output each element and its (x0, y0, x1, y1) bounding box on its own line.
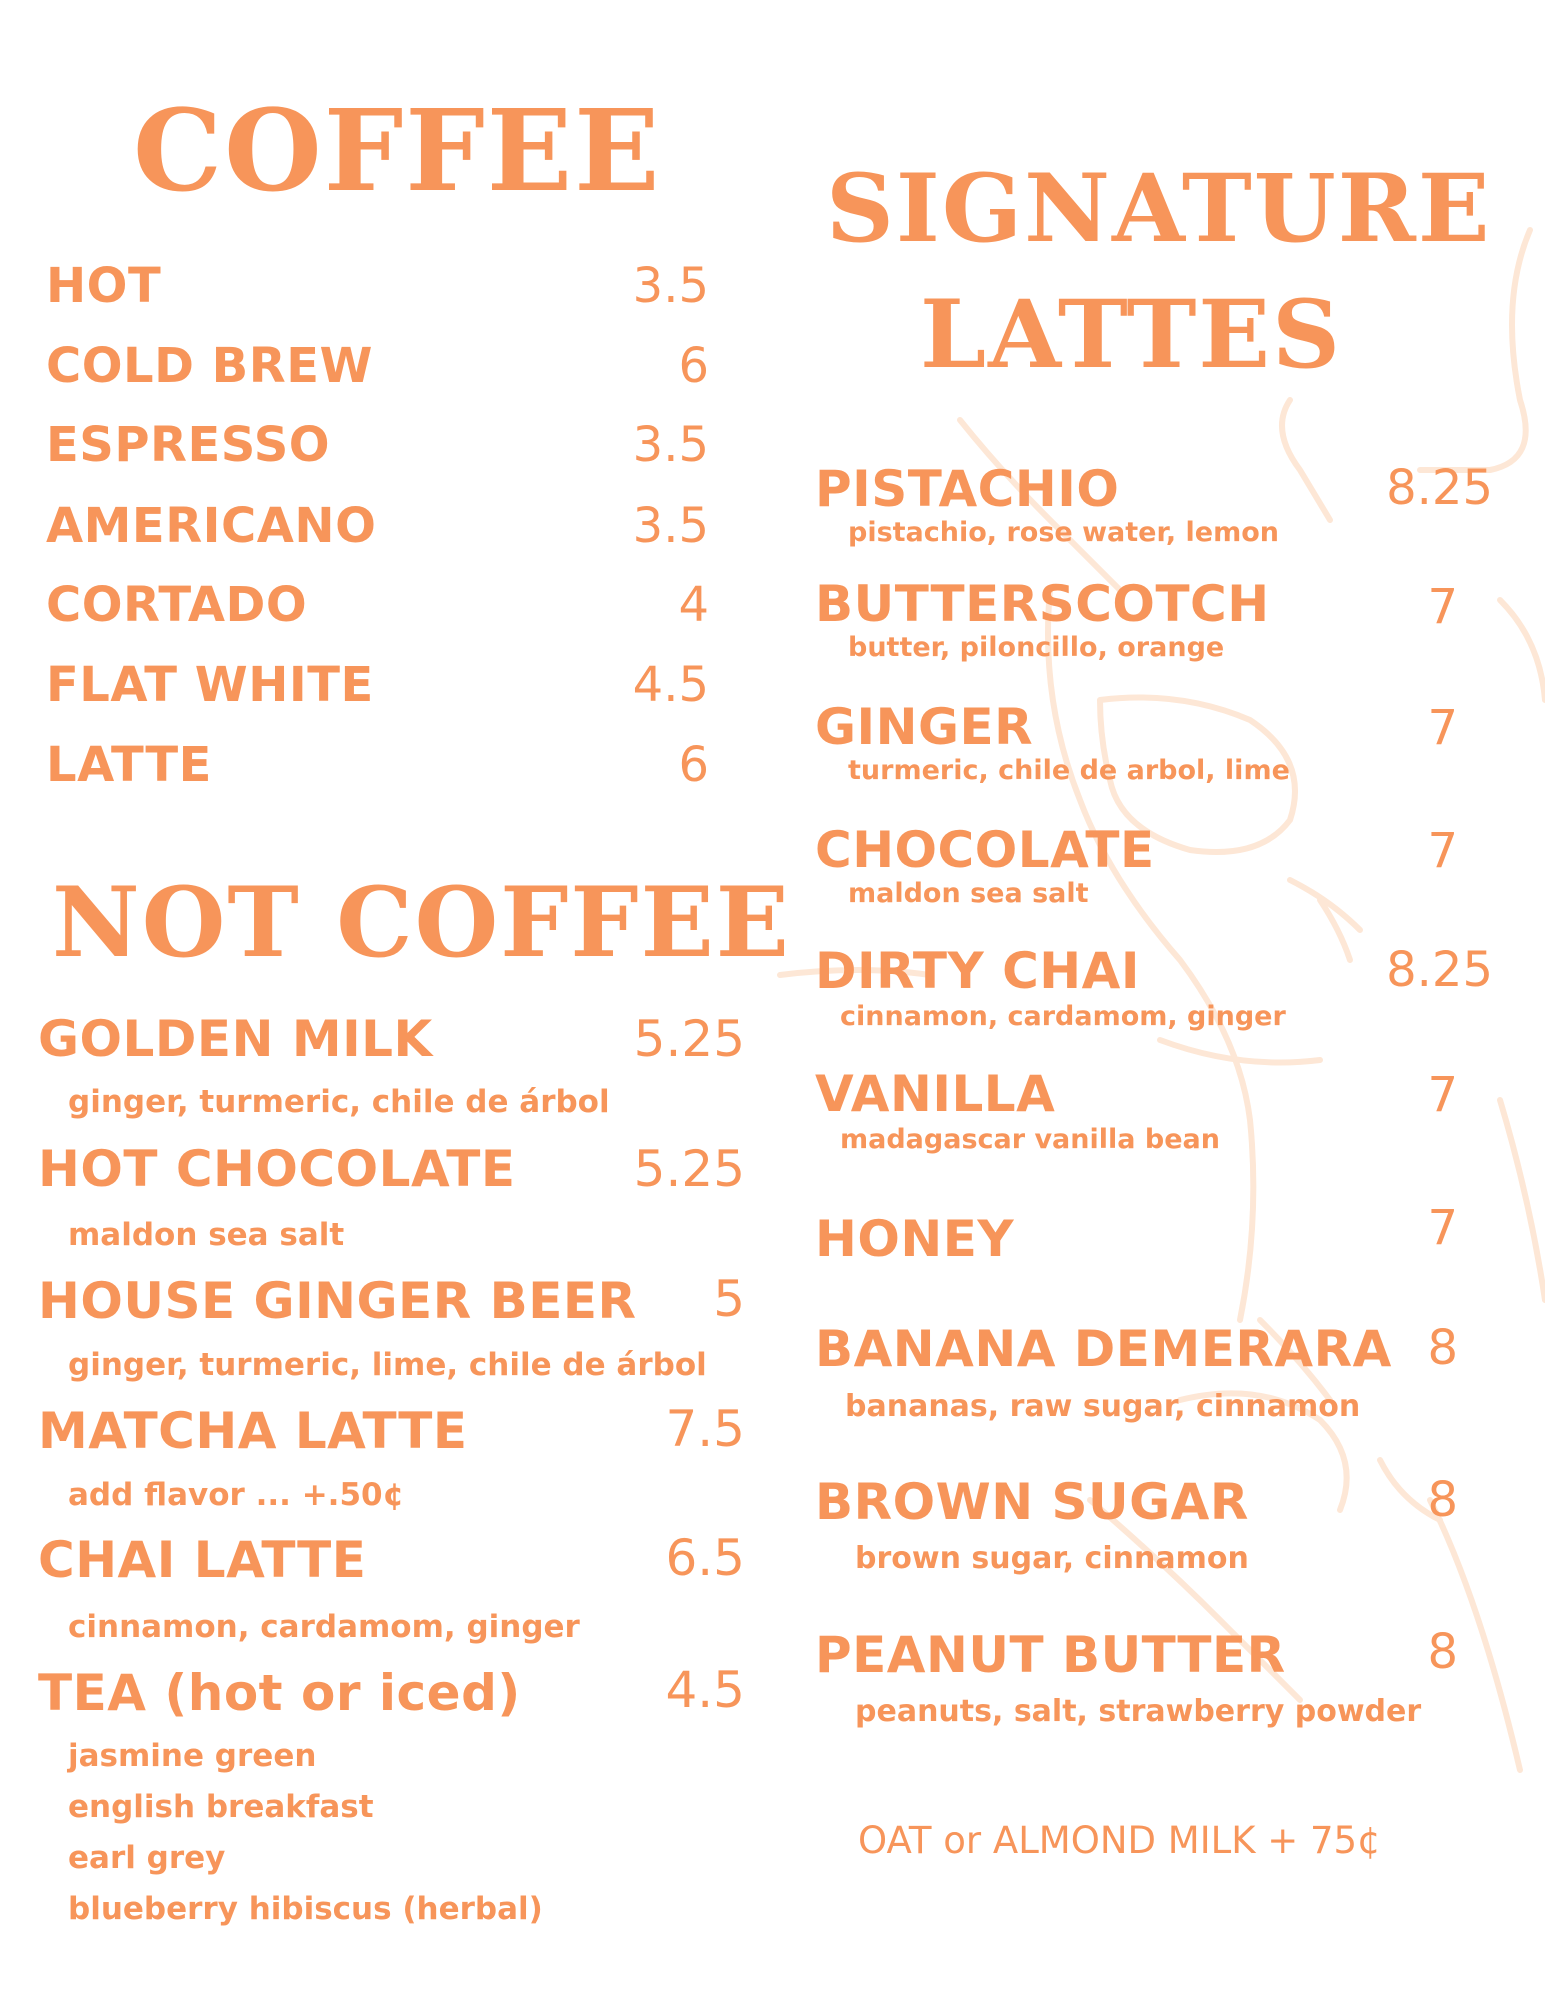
item-price: 8 (1427, 1472, 1458, 1528)
not-coffee-heading: NOT COFFEE (52, 866, 791, 979)
item-description: brown sugar, cinnamon (855, 1541, 1249, 1576)
item-price: 3.5 (632, 258, 709, 314)
signature-heading-line2: LATTES (920, 280, 1342, 390)
item-name: COLD BREW (46, 338, 373, 394)
item-price: 7.5 (665, 1400, 745, 1458)
item-description: ginger, turmeric, lime, chile de árbol (68, 1347, 707, 1383)
item-name: HOUSE GINGER BEER (38, 1272, 637, 1330)
item-price: 5 (713, 1270, 745, 1328)
item-name: LATTE (46, 737, 212, 793)
item-name: HOT (46, 258, 162, 314)
item-description: maldon sea salt (848, 878, 1089, 909)
item-description: cinnamon, cardamom, ginger (840, 1001, 1286, 1032)
item-price: 8.25 (1386, 942, 1493, 998)
milk-alternative-note: OAT or ALMOND MILK + 75¢ (858, 1819, 1381, 1862)
item-price: 7 (1427, 1200, 1458, 1256)
item-name: AMERICANO (46, 498, 377, 554)
item-name: TEA (hot or iced) (38, 1664, 521, 1722)
item-description: maldon sea salt (68, 1217, 345, 1253)
item-price: 8 (1427, 1624, 1458, 1680)
item-price: 5.25 (633, 1140, 745, 1198)
item-name: HONEY (815, 1210, 1015, 1268)
item-price: 6 (678, 737, 709, 793)
item-price: 7 (1427, 823, 1458, 879)
item-name: BROWN SUGAR (815, 1473, 1249, 1531)
item-name: CHOCOLATE (815, 821, 1155, 879)
item-name: FLAT WHITE (46, 657, 374, 713)
item-description: madagascar vanilla bean (840, 1124, 1220, 1155)
item-description: peanuts, salt, strawberry powder (855, 1694, 1422, 1729)
item-price: 3.5 (632, 417, 709, 473)
item-price: 6 (678, 338, 709, 394)
item-name: BUTTERSCOTCH (815, 575, 1270, 633)
item-price: 7 (1427, 700, 1458, 756)
item-price: 8 (1427, 1320, 1458, 1376)
item-name: ESPRESSO (46, 417, 331, 473)
item-price: 5.25 (633, 1010, 745, 1068)
item-name: MATCHA LATTE (38, 1402, 468, 1460)
item-price: 4.5 (632, 657, 709, 713)
item-name: CHAI LATTE (38, 1531, 367, 1589)
item-price: 6.5 (665, 1529, 745, 1587)
item-price: 7 (1427, 579, 1458, 635)
tea-option: earl grey (68, 1840, 226, 1876)
item-name: VANILLA (815, 1065, 1056, 1123)
item-name: HOT CHOCOLATE (38, 1140, 516, 1198)
item-name: GOLDEN MILK (38, 1010, 433, 1068)
item-price: 8.25 (1386, 460, 1493, 516)
tea-option: english breakfast (68, 1789, 374, 1825)
tea-option: jasmine green (68, 1738, 317, 1774)
item-price: 4 (678, 577, 709, 633)
coffee-heading: COFFEE (133, 86, 662, 217)
item-price: 4.5 (665, 1661, 745, 1719)
item-name: CORTADO (46, 577, 308, 633)
item-name: DIRTY CHAI (815, 942, 1140, 1000)
item-name: BANANA DEMERARA (815, 1320, 1392, 1378)
item-description: add flavor ... +.50¢ (68, 1477, 405, 1513)
tea-option: blueberry hibiscus (herbal) (68, 1891, 543, 1927)
item-description: butter, piloncillo, orange (848, 632, 1225, 663)
item-price: 3.5 (632, 498, 709, 554)
item-description: pistachio, rose water, lemon (848, 517, 1279, 548)
item-description: ginger, turmeric, chile de árbol (68, 1084, 610, 1120)
item-name: PEANUT BUTTER (815, 1626, 1286, 1684)
item-name: GINGER (815, 698, 1034, 756)
item-price: 7 (1427, 1067, 1458, 1123)
item-description: turmeric, chile de arbol, lime (848, 755, 1290, 786)
item-description: bananas, raw sugar, cinnamon (845, 1389, 1361, 1424)
item-name: PISTACHIO (815, 460, 1120, 518)
item-description: cinnamon, cardamom, ginger (68, 1609, 580, 1645)
signature-heading-line1: SIGNATURE (826, 154, 1492, 264)
